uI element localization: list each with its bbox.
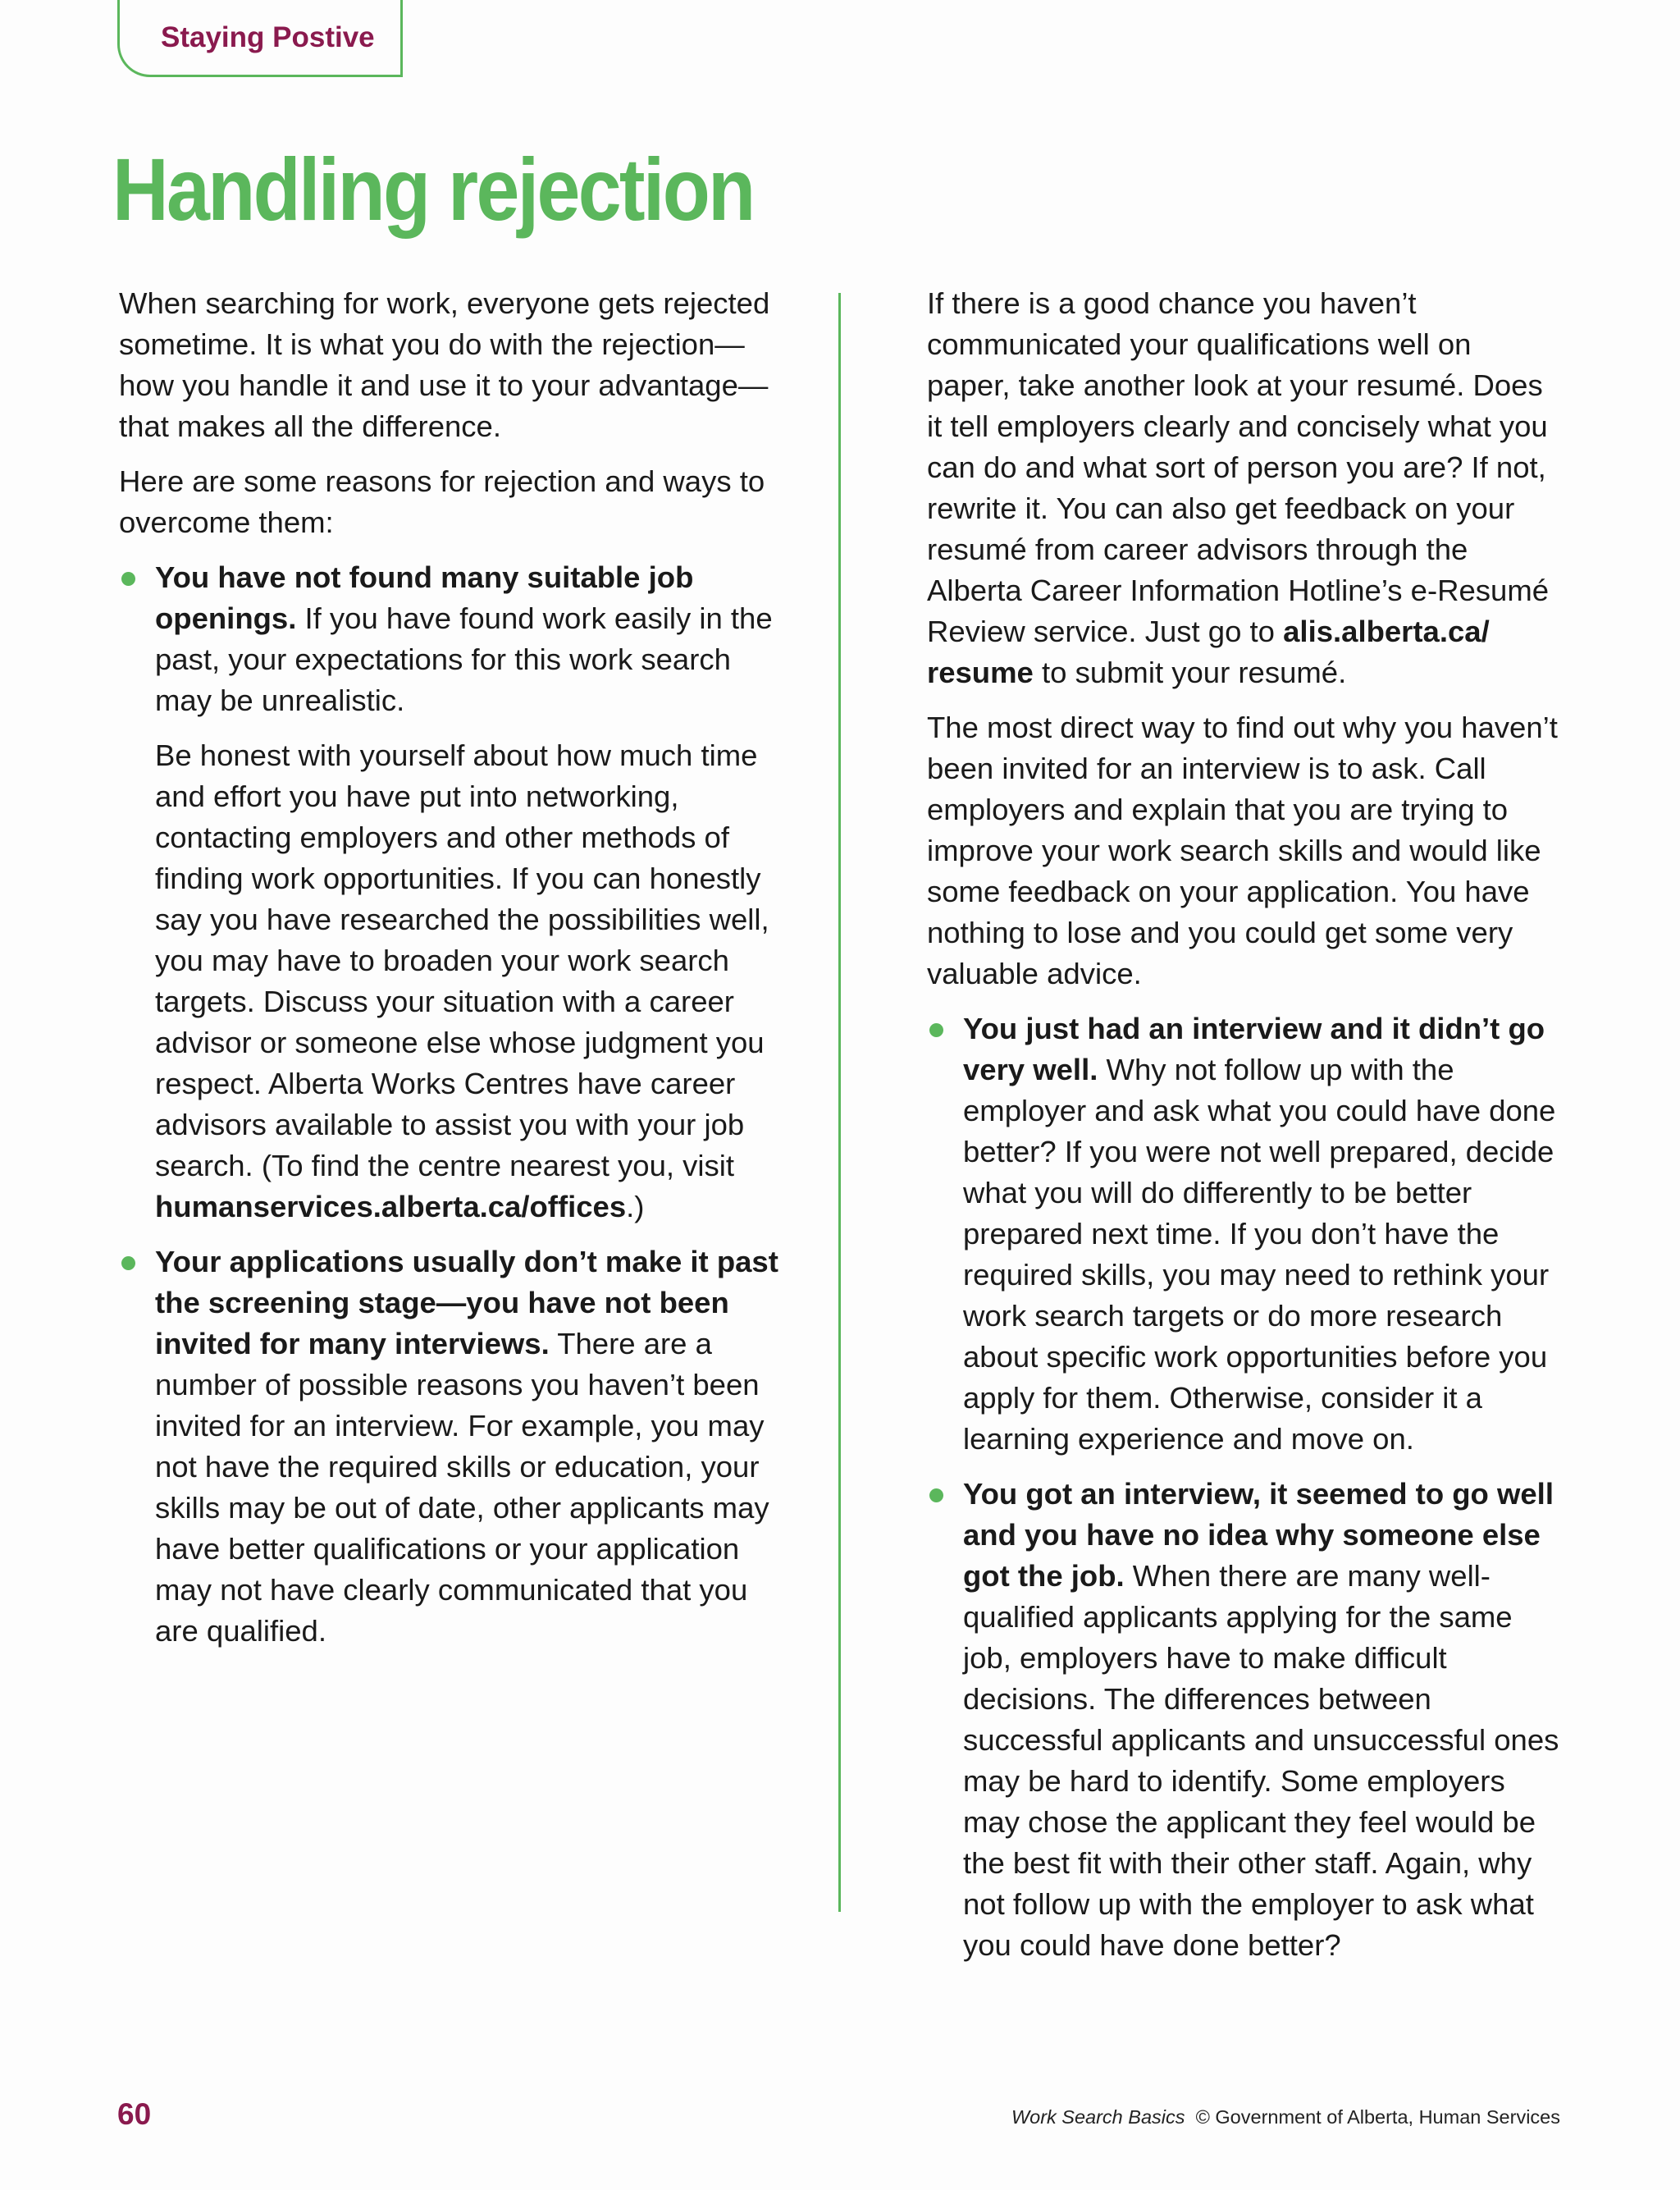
resume-link[interactable]: alis.alberta.ca/ resume (927, 615, 1490, 689)
bullet-continuation-paragraph (119, 735, 779, 1228)
bullet-item-screening-stage (119, 1241, 779, 1652)
bullet-dot-icon (929, 1023, 943, 1037)
offices-link[interactable]: humanservices.alberta.ca/offices (155, 1190, 627, 1223)
bullet-dot-icon (121, 572, 135, 586)
footer-credit (1011, 2106, 1560, 2128)
page-title: Handling rejection (112, 139, 754, 239)
bullet-text: When there are many well-qualified applicants applying for the same job, employers have to make difficult decisions. The differences between successful applicants and unsuccessful ones may be hard to identify. Some employers may chose the applicant they feel would be the best fit with their other staff. Again, why not follow up with the employer to ask what you could have done better? (963, 1559, 1559, 1962)
resume-paragraph-end: to submit your resumé. (1033, 656, 1347, 689)
right-column (927, 283, 1563, 1980)
bullet-text: There are a number of possible reasons you haven’t been invited for an interview. For example, you may not have the required skills or education, your skills may be out of date, other applicants may have better qualifications or your application may not have clearly communicated that you are qualified. (155, 1327, 769, 1648)
resume-paragraph (927, 283, 1563, 693)
bullet-heading: You just had an interview and it didn’t go very well. (963, 1012, 1545, 1086)
publication-title: Work Search Basics (1011, 2106, 1185, 2128)
resume-paragraph-text: If there is a good chance you haven’t communicated your qualifications well on paper, take another look at your resumé. Does it tell employers clearly and concisely what you can do and what sort of person you are? If not, rewrite it. You can also get feedback on your resumé from career advisors through the Alberta Career Information Hotline’s e-Resumé Review service. Just go to (927, 286, 1550, 648)
bullet-item-interview-not-well (927, 1008, 1563, 1460)
ask-employers-paragraph: The most direct way to find out why you haven’t been invited for an interview is to ask. Call employers and explain that you are trying to improve your work search skills and would like some feedback on your application. You have nothing to lose and you could get some very valuable advice. (927, 711, 1558, 990)
copyright-text: © Government of Alberta, Human Services (1195, 2106, 1560, 2128)
bullet-dot-icon (121, 1256, 135, 1270)
bullet-text: If you have found work easily in the past, your expectations for this work search may be unrealistic. (155, 601, 773, 717)
bullet-item-someone-else-got-job (927, 1474, 1563, 1966)
bullet-continuation-text: Be honest with yourself about how much time and effort you have put into networking, contacting employers and other methods of finding work opportunities. If you can honestly say you have researched the possibilities well, you may have to broaden your work search targets. Discuss your situation with a career advisor or someone else whose judgment you respect. Alberta Works Centres have career advisors available to assist you with your job search. (To find the centre nearest you, visit (155, 738, 769, 1182)
left-column (119, 283, 779, 1666)
bullet-continuation-end: .) (626, 1190, 645, 1223)
page-number: 60 (117, 2097, 152, 2131)
section-tab-label: Staying Postive (161, 21, 375, 53)
section-tab (117, 0, 403, 77)
bullet-heading: You have not found many suitable job openings. (155, 560, 694, 635)
bullet-dot-icon (929, 1488, 943, 1502)
bullet-item-job-openings (119, 557, 779, 721)
bullet-text: Why not follow up with the employer and ask what you could have done better? If you were not well prepared, decide what you will do differently to be better prepared next time. If you don’t have the required skills, you may need to rethink your work search targets or do more research about specific work opportunities before you apply for them. Otherwise, consider it a learning experience and move on. (963, 1053, 1556, 1456)
bullet-heading: You got an interview, it seemed to go well and you have no idea why someone else got the job. (963, 1477, 1554, 1593)
bullet-heading: Your applications usually don’t make it past the screening stage—you have not been invited for many interviews. (155, 1245, 778, 1360)
column-divider (838, 293, 841, 1912)
intro-lead-paragraph: Here are some reasons for rejection and ways to overcome them: (119, 464, 765, 539)
intro-paragraph: When searching for work, everyone gets rejected sometime. It is what you do with the rejection—how you handle it and use it to your advantage—that makes all the difference. (119, 286, 770, 443)
